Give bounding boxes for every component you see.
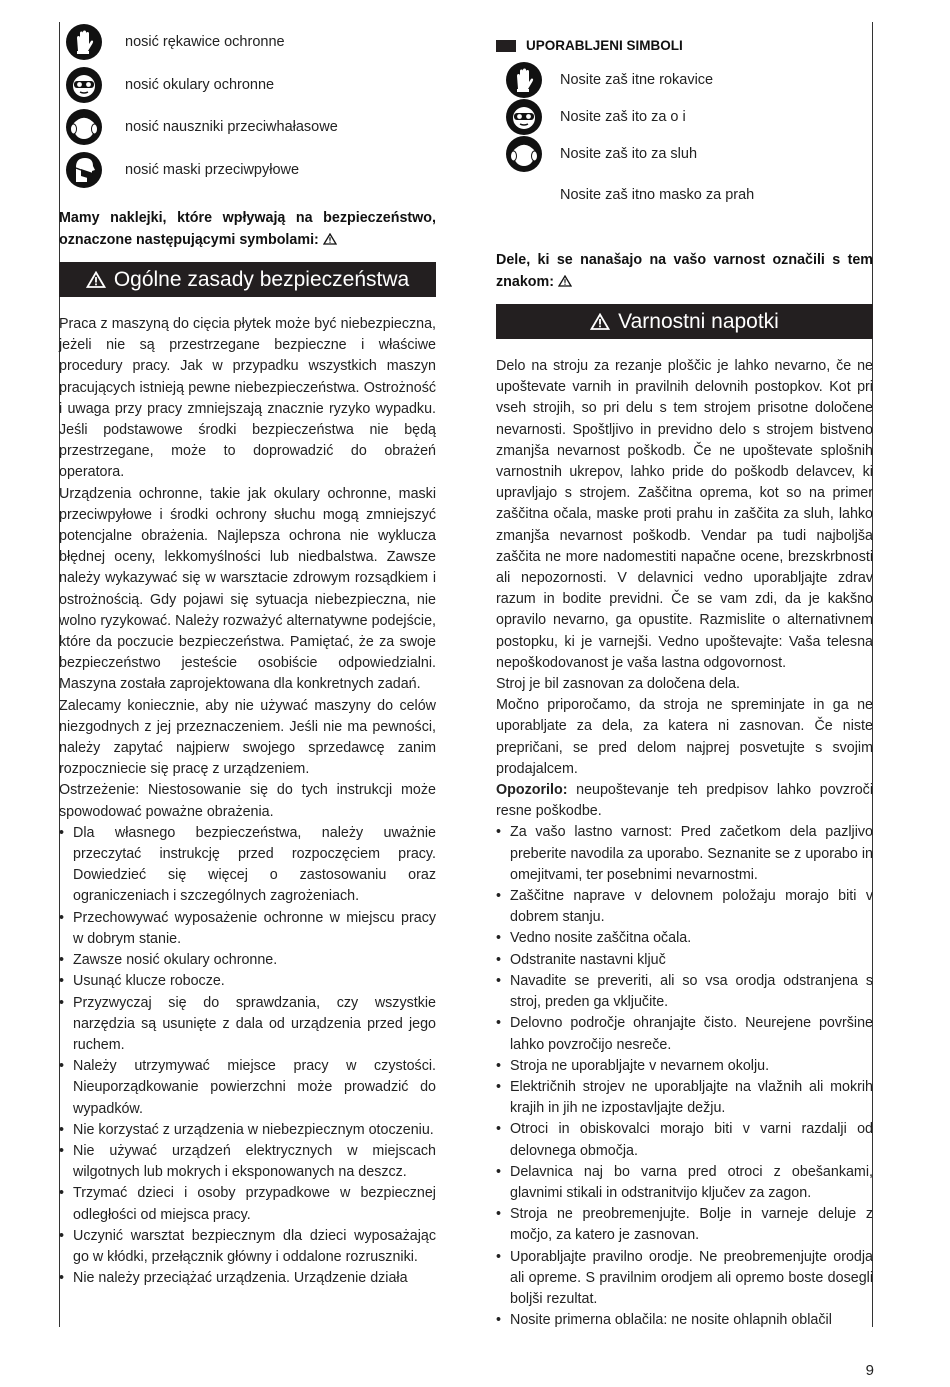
symbol-row <box>496 187 754 203</box>
goggles-icon <box>66 67 102 103</box>
section-banner-title: Varnostni napotki <box>618 309 779 333</box>
symbols-title <box>496 38 683 53</box>
ear-protection-icon <box>506 136 542 172</box>
list-item: • Zawsze nosić okulary ochronne. <box>59 950 436 971</box>
safety-symbols-note-text: Dele, ki se nanašajo na vašo varnost označili s tem znakom: <box>496 252 873 290</box>
symbols-title-text: UPORABLJENI SIMBOLI <box>526 38 683 53</box>
list-item: • Usunąć klucze robocze. <box>59 971 436 992</box>
list-item: • Odstranite nastavni ključ <box>496 950 873 971</box>
list-item: • Nie używać urządzeń elektrycznych w miejscach wilgotnych lub mokrych i eksponowanych na deszcz. <box>59 1141 436 1183</box>
body-text <box>496 356 873 1331</box>
list-item: • Navadite se preveriti, ali so vsa orodja odstranjena s stroj, preden ga vključite. <box>496 971 873 1013</box>
gloves-icon <box>506 62 542 98</box>
symbol-label: Nosite zaš itno masko za prah <box>560 187 755 203</box>
warning-triangle-icon <box>86 271 106 288</box>
symbol-row <box>59 24 285 60</box>
symbol-row <box>59 67 274 103</box>
list-item: • Električnih strojev ne uporabljajte na vlažnih ali mokrih krajih in jih ne izpostavljajte dežju. <box>496 1077 873 1119</box>
warning-text: neupoštevanje teh predpisov lahko povzroči resne poškodbe. <box>496 782 873 820</box>
list-item: • Przechowywać wyposażenie ochronne w miejscu pracy w dobrym stanie. <box>59 908 436 950</box>
list-item: • Stroja ne uporabljajte v nevarnem okolju. <box>496 1056 873 1077</box>
paragraph: Stroj je bil zasnovan za določena dela. <box>496 676 740 693</box>
goggles-icon <box>506 99 542 135</box>
symbol-label: nosić okulary ochronne <box>125 77 275 93</box>
symbol-label: Nosite zaš itne rokavice <box>560 72 714 88</box>
title-marker <box>496 40 516 52</box>
symbol-row <box>59 109 338 145</box>
symbol-row <box>59 152 299 188</box>
list-item: • Nie należy przeciążać urządzenia. Urządzenie działa <box>59 1268 436 1289</box>
symbol-label: nosić maski przeciwpyłowe <box>125 162 300 178</box>
section-banner <box>496 304 873 339</box>
body-text <box>59 314 436 1289</box>
safety-list <box>496 822 873 1331</box>
paragraph: Delo na stroju za rezanje ploščic je lahko nevarno, če ne upoštevate varnih in pravilnih delovnih postopkov. Kot pri vseh strojih, so pri delu s tem strojem prisotne določene nevarnosti. Spoštljivo in previdno delo s strojem bistveno zmanjša nevarnost poškodb. Če ne upoštevate splošnih varnostnih ukrepov, lahko pride do poškodb delavcev, ki upravljajo s strojem. Zaščitna oprema, kot so na primer zaščitna očala, maske proti prahu in zaščita za sluh, lahko zmanjša nevarnost poškodb. Vendar pa tudi najboljša zaščita ne more nadomestiti napačne ocene, brezskrbnosti ali nepozornosti. V delavnici vedno uporabljajte zdrav razum in bodite previdni. Če se vam zdi, da je kakšno opravilo nevarno, ga opustite. Razmislite o alternativnem postopku, ki je varnejši. Vedno upoštevajte: Vaša telesna nepoškodovanost je vaša lastna odgovornost. <box>496 358 873 671</box>
list-item: • Vedno nosite zaščitna očala. <box>496 928 873 949</box>
warning-paragraph <box>496 780 873 822</box>
list-item: • Należy utrzymywać miejsce pracy w czystości. Nieuporządkowanie powierzchni może prowadzić do wypadków. <box>59 1056 436 1120</box>
paragraph: Urządzenia ochronne, takie jak okulary ochronne, maski przeciwpyłowe i środki ochrony słuchu mogą zmniejszyć potencjalne obrażenia. Najlepsza ochrona nie wyklucza błędnej oceny, lekkomyślności lub niedbalstwa. Zawsze należy wykazywać się w warsztacie zdrowym rozsądkiem i ostrożnością. Gdy pojawi się sytuacja niebezpieczna, nie wolno ryzykować. Należy rozważyć alternatywne podejście, które da poczucie bezpieczeństwa. Pamiętać, że za swoje bezpieczeństwo jesteście osobiście odpowiedzialni. Maszyna została zaprojektowana dla konkretnych zadań. <box>59 485 436 693</box>
warning-triangle-icon <box>590 313 610 330</box>
section-banner-title: Ogólne zasady bezpieczeństwa <box>113 267 410 291</box>
paragraph: Močno priporočamo, da stroja ne spreminjate in ga ne uporabljate za dela, za katera ni zasnovan. Če niste prepričani, se pred delom najprej posvetujte s svojim prodajalcem. <box>496 697 873 777</box>
list-item: • Uczynić warsztat bezpiecznym dla dzieci wyposażając go w kłódki, przełącznik główny i oddalone rozruszniki. <box>59 1226 436 1268</box>
paragraph: Zalecamy koniecznie, aby nie używać maszyny do celów niezgodnych z jej przeznaczeniem. Jeśli nie ma pewności, należy zapytać najpierw swojego sprzedawcę zanim rozpoczniecie się pracę z urządzeniem. <box>59 697 436 778</box>
safety-symbols-note-text: Mamy naklejki, które wpływają na bezpieczeństwo, oznaczone następującymi symbolami: <box>59 210 436 248</box>
warning-triangle-icon <box>558 275 572 287</box>
safety-symbols-note <box>59 208 436 251</box>
warning-triangle-icon <box>323 233 337 245</box>
list-item: • Uporabljajte pravilno orodje. Ne preobremenjujte orodja ali opreme. S pravilnim orodjem ali opremo boste dosegli boljši rezultat. <box>496 1247 873 1311</box>
page-number: 9 <box>865 1362 874 1379</box>
symbol-label: Nosite zaš ito za sluh <box>560 146 698 162</box>
warning-label: Opozorilo: <box>496 782 568 799</box>
list-item: • Stroja ne preobremenjujte. Bolje in varneje deluje z močjo, za katero je zasnovan. <box>496 1204 873 1246</box>
section-banner <box>59 262 436 297</box>
paragraph: Ostrzeżenie: Niestosowanie się do tych instrukcji może spowodować poważne obrażenia. <box>59 782 436 820</box>
list-item: • Delavnica naj bo varna pred otroci z obešankami, glavnimi stikali in odstranitvijo ključev za zagon. <box>496 1162 873 1204</box>
list-item: • Nie korzystać z urządzenia w niebezpiecznym otoczeniu. <box>59 1120 436 1141</box>
symbol-label: nosić nauszniki przeciwhałasowe <box>125 119 338 135</box>
list-item: • Nosite primerna oblačila: ne nosite ohlapnih oblačil <box>496 1310 873 1331</box>
paragraph: Praca z maszyną do cięcia płytek może być niebezpieczna, jeżeli nie są przestrzegane bezpieczne i właściwe procedury pracy. Jak w przypadku wszystkich maszyn pracujących istnieją pewne niebezpieczeństwa. Ostrożność i uwaga przy pracy zmniejszają znacznie ryzyko wypadku. Jeśli podstawowe środki bezpieczeństwa nie będą przestrzegane, może to doprowadzić do obrażeń operatora. <box>59 316 436 481</box>
symbol-row <box>496 62 713 98</box>
list-item: • Trzymać dzieci i osoby przypadkowe w bezpiecznej odległości od miejsca pracy. <box>59 1183 436 1225</box>
list-item: • Za vašo lastno varnost: Pred začetkom dela pazljivo preberite navodila za uporabo. Seznanite se z uporabo in omejitvami, ter posebnimi nevarnostmi. <box>496 822 873 886</box>
ear-protection-icon <box>66 109 102 145</box>
symbol-label: Nosite zaš ito za o i <box>560 109 686 125</box>
list-item: • Delovno področje ohranjajte čisto. Neurejene površine lahko povzročijo nesreče. <box>496 1013 873 1055</box>
gloves-icon <box>66 24 102 60</box>
list-item: • Dla własnego bezpieczeństwa, należy uważnie przeczytać instrukcję przed rozpoczęciem pracy. Dowiedzieć się więcej o zastosowaniu oraz ograniczeniach i szczególnych zagrożeniach. <box>59 823 436 908</box>
safety-list <box>59 823 436 1289</box>
symbol-row <box>496 136 697 172</box>
symbol-label: nosić rękawice ochronne <box>125 34 285 50</box>
list-item: • Otroci in obiskovalci morajo biti v varni razdalji od delovnega območja. <box>496 1119 873 1161</box>
safety-symbols-note <box>496 250 873 293</box>
list-item: • Przyzwyczaj się do sprawdzania, czy wszystkie narzędzia są usunięte z dala od urządzenia przed jego ruchem. <box>59 993 436 1057</box>
list-item: • Zaščitne naprave v delovnem položaju morajo biti v dobrem stanju. <box>496 886 873 928</box>
symbol-row <box>496 99 686 135</box>
dust-mask-icon <box>66 152 102 188</box>
